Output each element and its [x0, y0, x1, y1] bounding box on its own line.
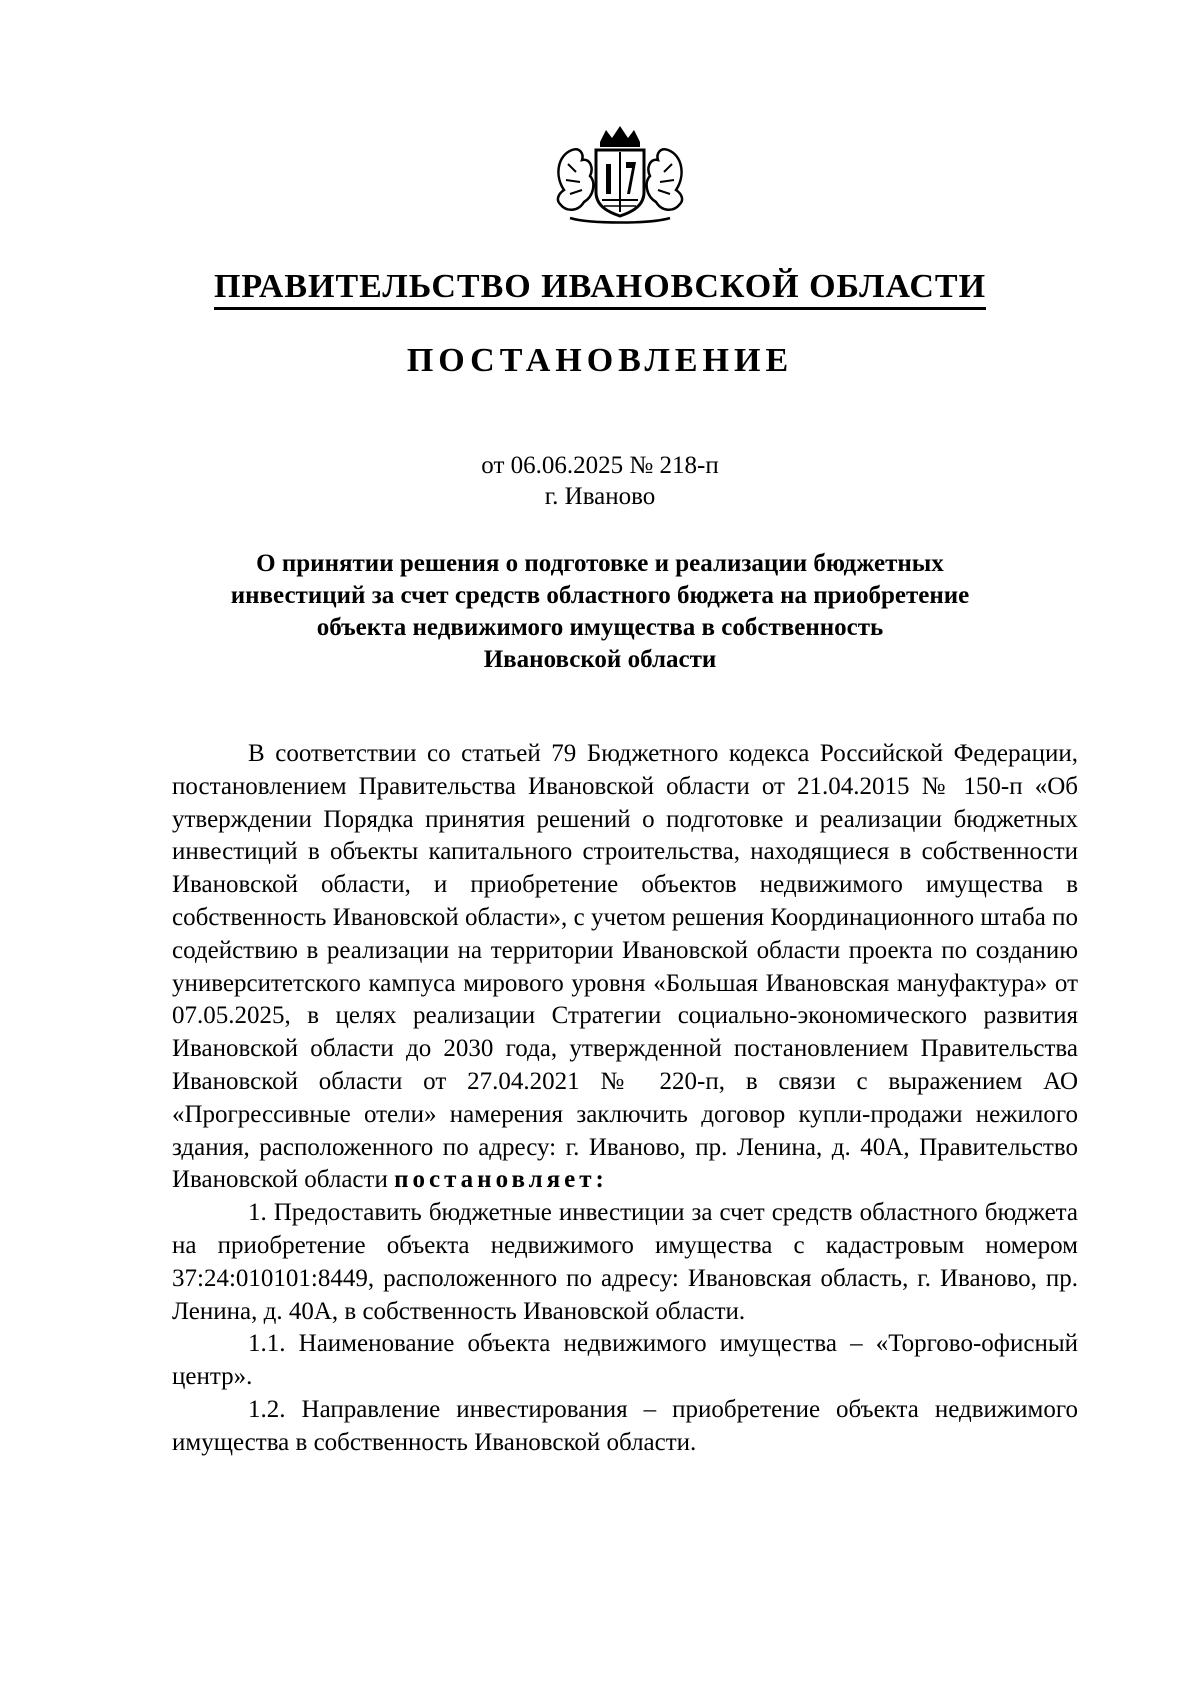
city: г. Иваново — [544, 483, 656, 510]
subject-line: О принятии решения о подготовке и реализации бюджетных — [256, 550, 944, 577]
document-subject — [180, 548, 1020, 676]
date-number: от 06.06.2025 № 218-п — [481, 452, 719, 479]
decree-word: постановляет: — [394, 1166, 608, 1194]
subject-line: объекта недвижимого имущества в собственность — [316, 614, 884, 641]
preamble-paragraph — [172, 738, 1078, 1197]
government-title — [0, 268, 1200, 306]
document-body — [172, 738, 1078, 1460]
ivanovo-coat-of-arms-icon — [550, 120, 690, 230]
subject-line: Ивановской области — [483, 646, 717, 673]
document-type: ПОСТАНОВЛЕНИЕ — [406, 342, 794, 379]
item-1-1: 1.1. Наименование объекта недвижимого имущества – «Торгово-офисный центр». — [172, 1330, 1078, 1391]
document-meta — [0, 450, 1200, 512]
subject-line: инвестиций за счет средств областного бюджета на приобретение — [230, 582, 970, 609]
government-title-text: ПРАВИТЕЛЬСТВО ИВАНОВСКОЙ ОБЛАСТИ — [214, 268, 986, 310]
preamble-text: В соответствии со статьей 79 Бюджетного кодекса Российской Федерации, постановлением Правительства Ивановской области от 21.04.2015 № 150-п «Об утверждении Порядка принятия решений о подготовке и реализации бюджетных инвестиций в объекты капитального строительства, находящиеся в собственности Ивановской области, и приобретение объектов недвижимого имущества в собственность Ивановской области», с учетом решения Координационного штаба по содействию в реализации на территории Ивановской области проекта по созданию университетского кампуса мирового уровня «Большая Ивановская мануфактура» от 07.05.2025, в целях реализации Стратегии социально-экономического развития Ивановской области до 2030 года, утвержденной постановлением Правительства Ивановской области от 27.04.2021 № 220-п, в связи с выражением АО «Прогрессивные отели» намерения заключить договор купли-продажи нежилого здания, расположенного по адресу: г. Иваново, пр. Ленина, д. 40А, Правительство Ивановской области — [172, 740, 1078, 1194]
item-1-2: 1.2. Направление инвестирования – приобретение объекта недвижимого имущества в собственность Ивановской области. — [172, 1395, 1078, 1456]
item-1: 1. Предоставить бюджетные инвестиции за счет средств областного бюджета на приобретение объекта недвижимого имущества с кадастровым номером 37:24:010101:8449, расположенного по адресу: Ивановская область, г. Иваново, пр. Ленина, д. 40А, в собственность Ивановской области. — [172, 1199, 1078, 1325]
